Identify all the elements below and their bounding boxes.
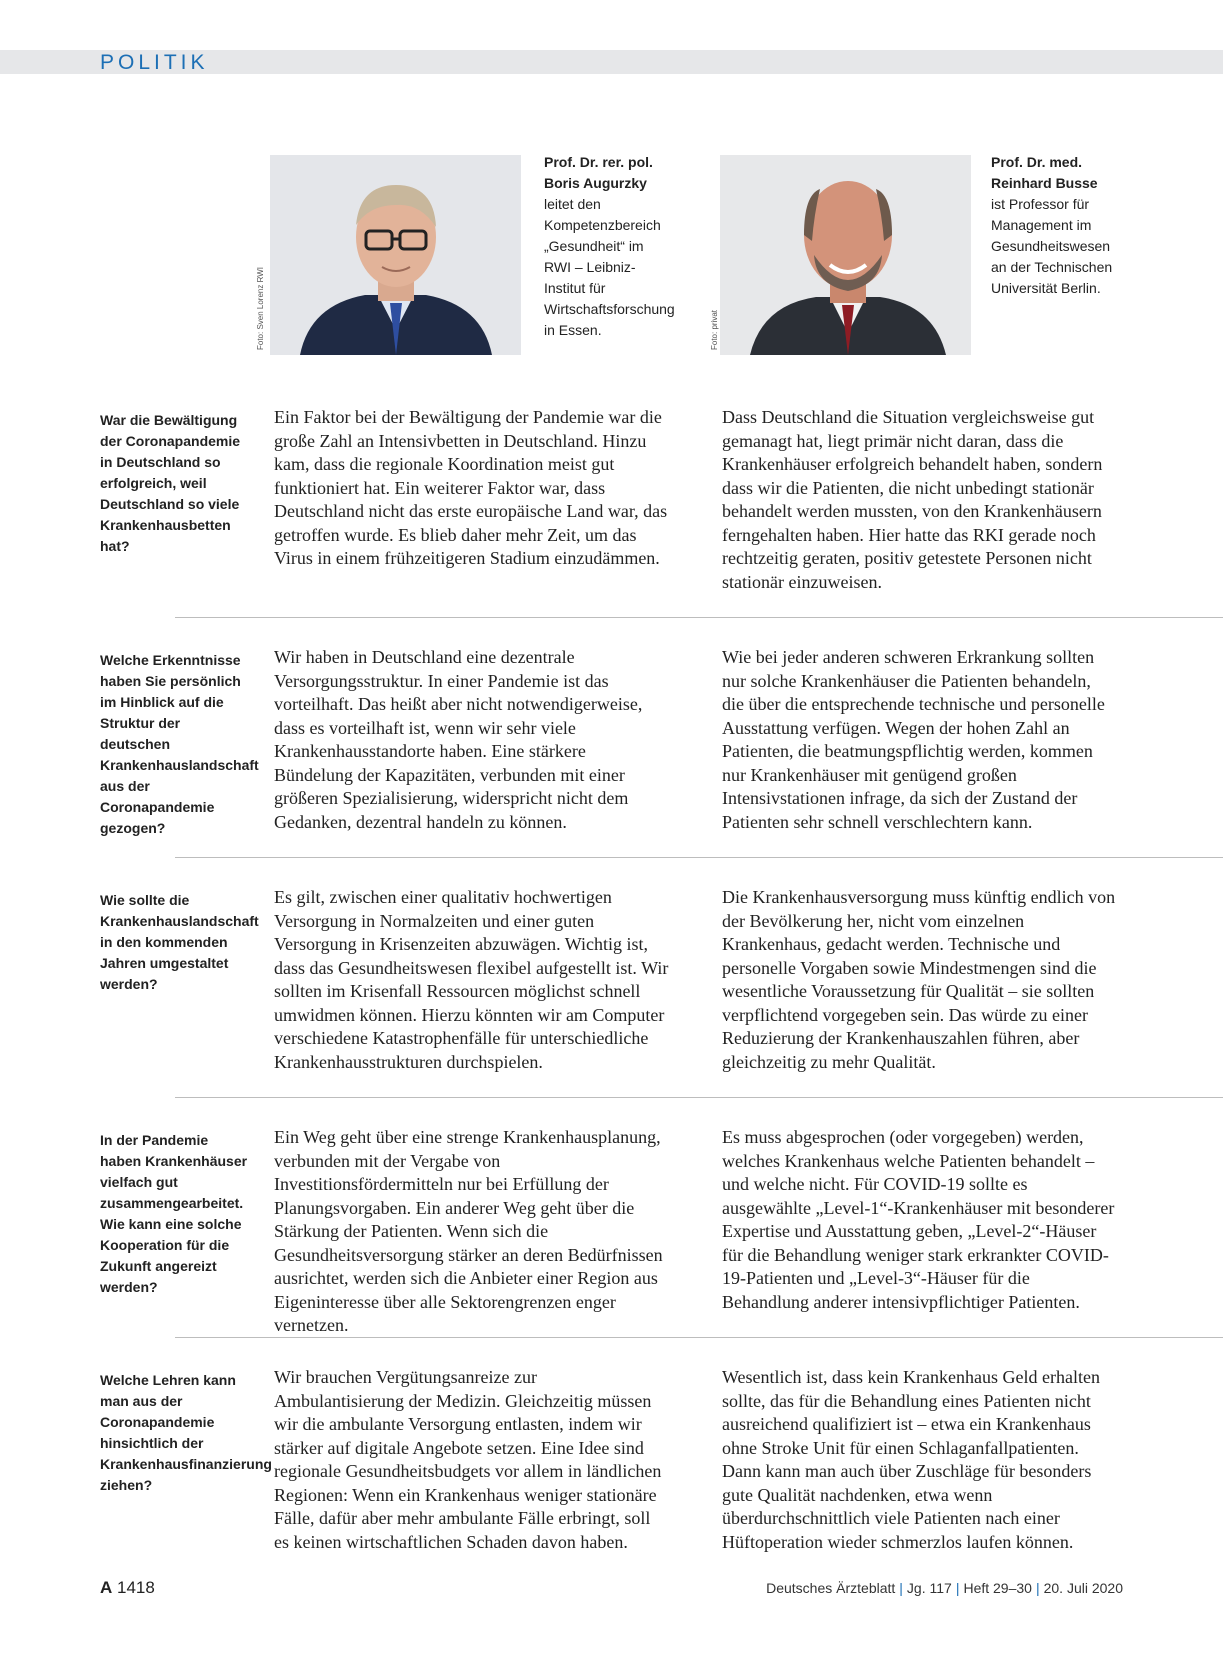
bio-description-augurzky: leitet den Kompetenzbereich „Gesundheit“ im RWI – Leibniz-Institut für Wirtschaftsforschung in Essen. [544,196,675,338]
answer-augurzky: Wir brauchen Vergütungsanreize zur Ambulantisierung der Medizin. Gleichzeitig müssen wir die ambulante Versorgung entlasten, indem wir stärker auf digitale Angebote setzen. Eine Idee sind regionale Gesundheitsbudgets vor allem in ländlichen Regionen: Wenn ein Krankenhaus weniger stationäre Fälle, dafür aber mehr ambulante Fälle erbringt, soll es keinen wirtschaftlichen Schaden davon haben. [274,1367,662,1552]
journal-volume: Jg. 117 [906,1580,952,1596]
bio-title-augurzky: Prof. Dr. rer. pol. [544,154,653,170]
answer-busse: Wie bei jeder anderen schweren Erkrankung sollten nur solche Krankenhäuser die Patienten behandeln, die über die entsprechende technische und personelle Ausstattung verfügen. Wegen der hohen Zahl an Patienten, die beatmungspflichtig werden, kommen nur Krankenhäuser mit genügend großen Intensivstationen infrage, da sich der Zustand der Patienten sehr schnell verschlechtern kann. [722,647,1105,832]
photo-credit-augurzky: Foto: Sven Lorenz RWI [256,267,265,350]
question: Welche Lehren kann man aus der Coronapandemie hinsichtlich der Krankenhausfinanzierung ziehen? [100,1372,272,1493]
portrait-busse [720,155,971,355]
answer-busse: Die Krankenhausversorgung muss künftig endlich von der Bevölkerung her, nicht vom einzelnen Krankenhaus, gedacht werden. Technische und personelle Vorgaben sowie Mindestmengen sind die wesentliche Voraussetzung für Qualität – sie sollten verpflichtend vorgegeben sein. Das würde zu einer Reduzierung der Krankenhauszahlen führen, aber gleichzeitig zu mehr Qualität. [722,887,1116,1072]
answer-augurzky: Ein Faktor bei der Bewältigung der Pandemie war die große Zahl an Intensivbetten in Deutschland. Hinzu kam, dass die regionale Koordination meist gut funktioniert hat. Ein weiterer Faktor war, dass Deutschland nicht das erste europäische Land war, das getroffen wurde. Es blieb daher mehr Zeit, um das Virus in einem frühzeitigeren Stadium einzudämmen. [274,407,668,568]
bio-title-busse: Prof. Dr. med. [991,154,1083,170]
page-number [100,1578,155,1598]
bio-busse [991,152,1121,299]
journal-date: 20. Juli 2020 [1043,1580,1123,1596]
answer-augurzky: Ein Weg geht über eine strenge Krankenhausplanung, verbunden mit der Vergabe von Investitionsfördermitteln nur bei Erfüllung der Planungsvorgaben. Ein anderer Weg geht über die Stärkung der Patienten. Wenn sich die Gesundheitsversorgung stärker an deren Bedürfnissen ausrichtet, werden sich die Anbieter einer Region aus Eigeninteresse über alle Sektorengrenzen enger vernetzen. [274,1127,663,1335]
separator: | [1035,1580,1040,1596]
answer-augurzky: Wir haben in Deutschland eine dezentrale Versorgungsstruktur. In einer Pandemie ist das vorteilhaft. Das heißt aber nicht notwendigerweise, dass es vorteilhaft ist, wenn wir sehr viele Krankenhausstandorte haben. Eine stärkere Bündelung der Kapazitäten, verbunden mit einer größeren Spezialisierung, widerspricht nicht dem Gedanken, dezentral handeln zu können. [274,647,643,832]
question: Wie sollte die Krankenhauslandschaft in den kommenden Jahren umgestaltet werden? [100,892,259,992]
separator: | [899,1580,903,1596]
answer-busse: Dass Deutschland die Situation vergleichsweise gut gemanagt hat, liegt primär nicht daran, dass die Krankenhäuser erfolgreich behandelt haben, sondern dass wir die Patienten, die nicht unbedingt stationär behandelt werden mussten, von den Krankenhäusern ferngehalten haben. Hier hatte das RKI gerade noch rechtzeitig geraten, positiv getestete Personen nicht stationär einzuweisen. [722,407,1103,592]
bio-augurzky [544,152,674,341]
row-divider [175,617,1223,618]
row-divider [175,857,1223,858]
answer-busse: Es muss abgesprochen (oder vorgegeben) werden, welches Krankenhaus welche Patienten behandelt – und welche nicht. Für COVID-19 sollte es ausgewählte „Level-1“-Krankenhäuser mit besonderer Expertise und Ausstattung geben, „Level-2“-Häuser für die Behandlung weniger stark erkrankter COVID-19-Patienten und „Level-3“-Häuser für die Behandlung anderer intensivpflichtiger Patienten. [722,1127,1115,1312]
bio-name-busse: Reinhard Busse [991,175,1098,191]
journal-info [766,1580,1123,1596]
page-number-value: 1418 [117,1578,155,1597]
bio-name-augurzky: Boris Augurzky [544,175,647,191]
question: In der Pandemie haben Krankenhäuser vielfach gut zusammengearbeitet. Wie kann eine solche Kooperation für die Zukunft angereizt werden? [100,1132,248,1295]
photo-credit-busse: Foto: privat [710,309,719,350]
question: Welche Erkenntnisse haben Sie persönlich im Hinblick auf die Struktur der deutschen Krankenhauslandschaft aus der Coronapandemie gezogen? [100,652,259,836]
portrait-augurzky [270,155,521,355]
journal-issue: Heft 29–30 [963,1580,1032,1596]
row-divider [175,1097,1223,1098]
row-divider [175,1337,1223,1338]
journal-name: Deutsches Ärzteblatt [766,1580,896,1596]
page-prefix: A [100,1578,113,1597]
section-label: POLITIK [100,51,209,74]
answer-busse: Wesentlich ist, dass kein Krankenhaus Geld erhalten sollte, das für die Behandlung eines Patienten nicht ausreichend qualifiziert ist – etwa ein Krankenhaus ohne Stroke Unit für einen Schlaganfallpatienten. Dann kann man auch über Zuschläge für besonders gute Qualität nachdenken, etwa wenn überdurchschnittlich viele Patienten nach einer Hüftoperation wieder schmerzlos laufen können. [722,1367,1100,1552]
question: War die Bewältigung der Coronapandemie in Deutschland so erfolgreich, weil Deutschland so viele Krankenhausbetten hat? [100,412,241,554]
separator: | [955,1580,960,1596]
bio-description-busse: ist Professor für Management im Gesundheitswesen an der Technischen Universität Berlin. [991,196,1113,296]
answer-augurzky: Es gilt, zwischen einer qualitativ hochwertigen Versorgung in Normalzeiten und einer guten Versorgung in Krisenzeiten abzuwägen. Wichtig ist, dass das Gesundheitswesen flexibel aufgestellt ist. Wir sollten im Krisenfall Ressourcen möglichst schnell umwidmen können. Hierzu könnten wir am Computer verschiedene Katastrophenfälle für unterschiedliche Krankenhausstrukturen durchspielen. [274,887,669,1072]
